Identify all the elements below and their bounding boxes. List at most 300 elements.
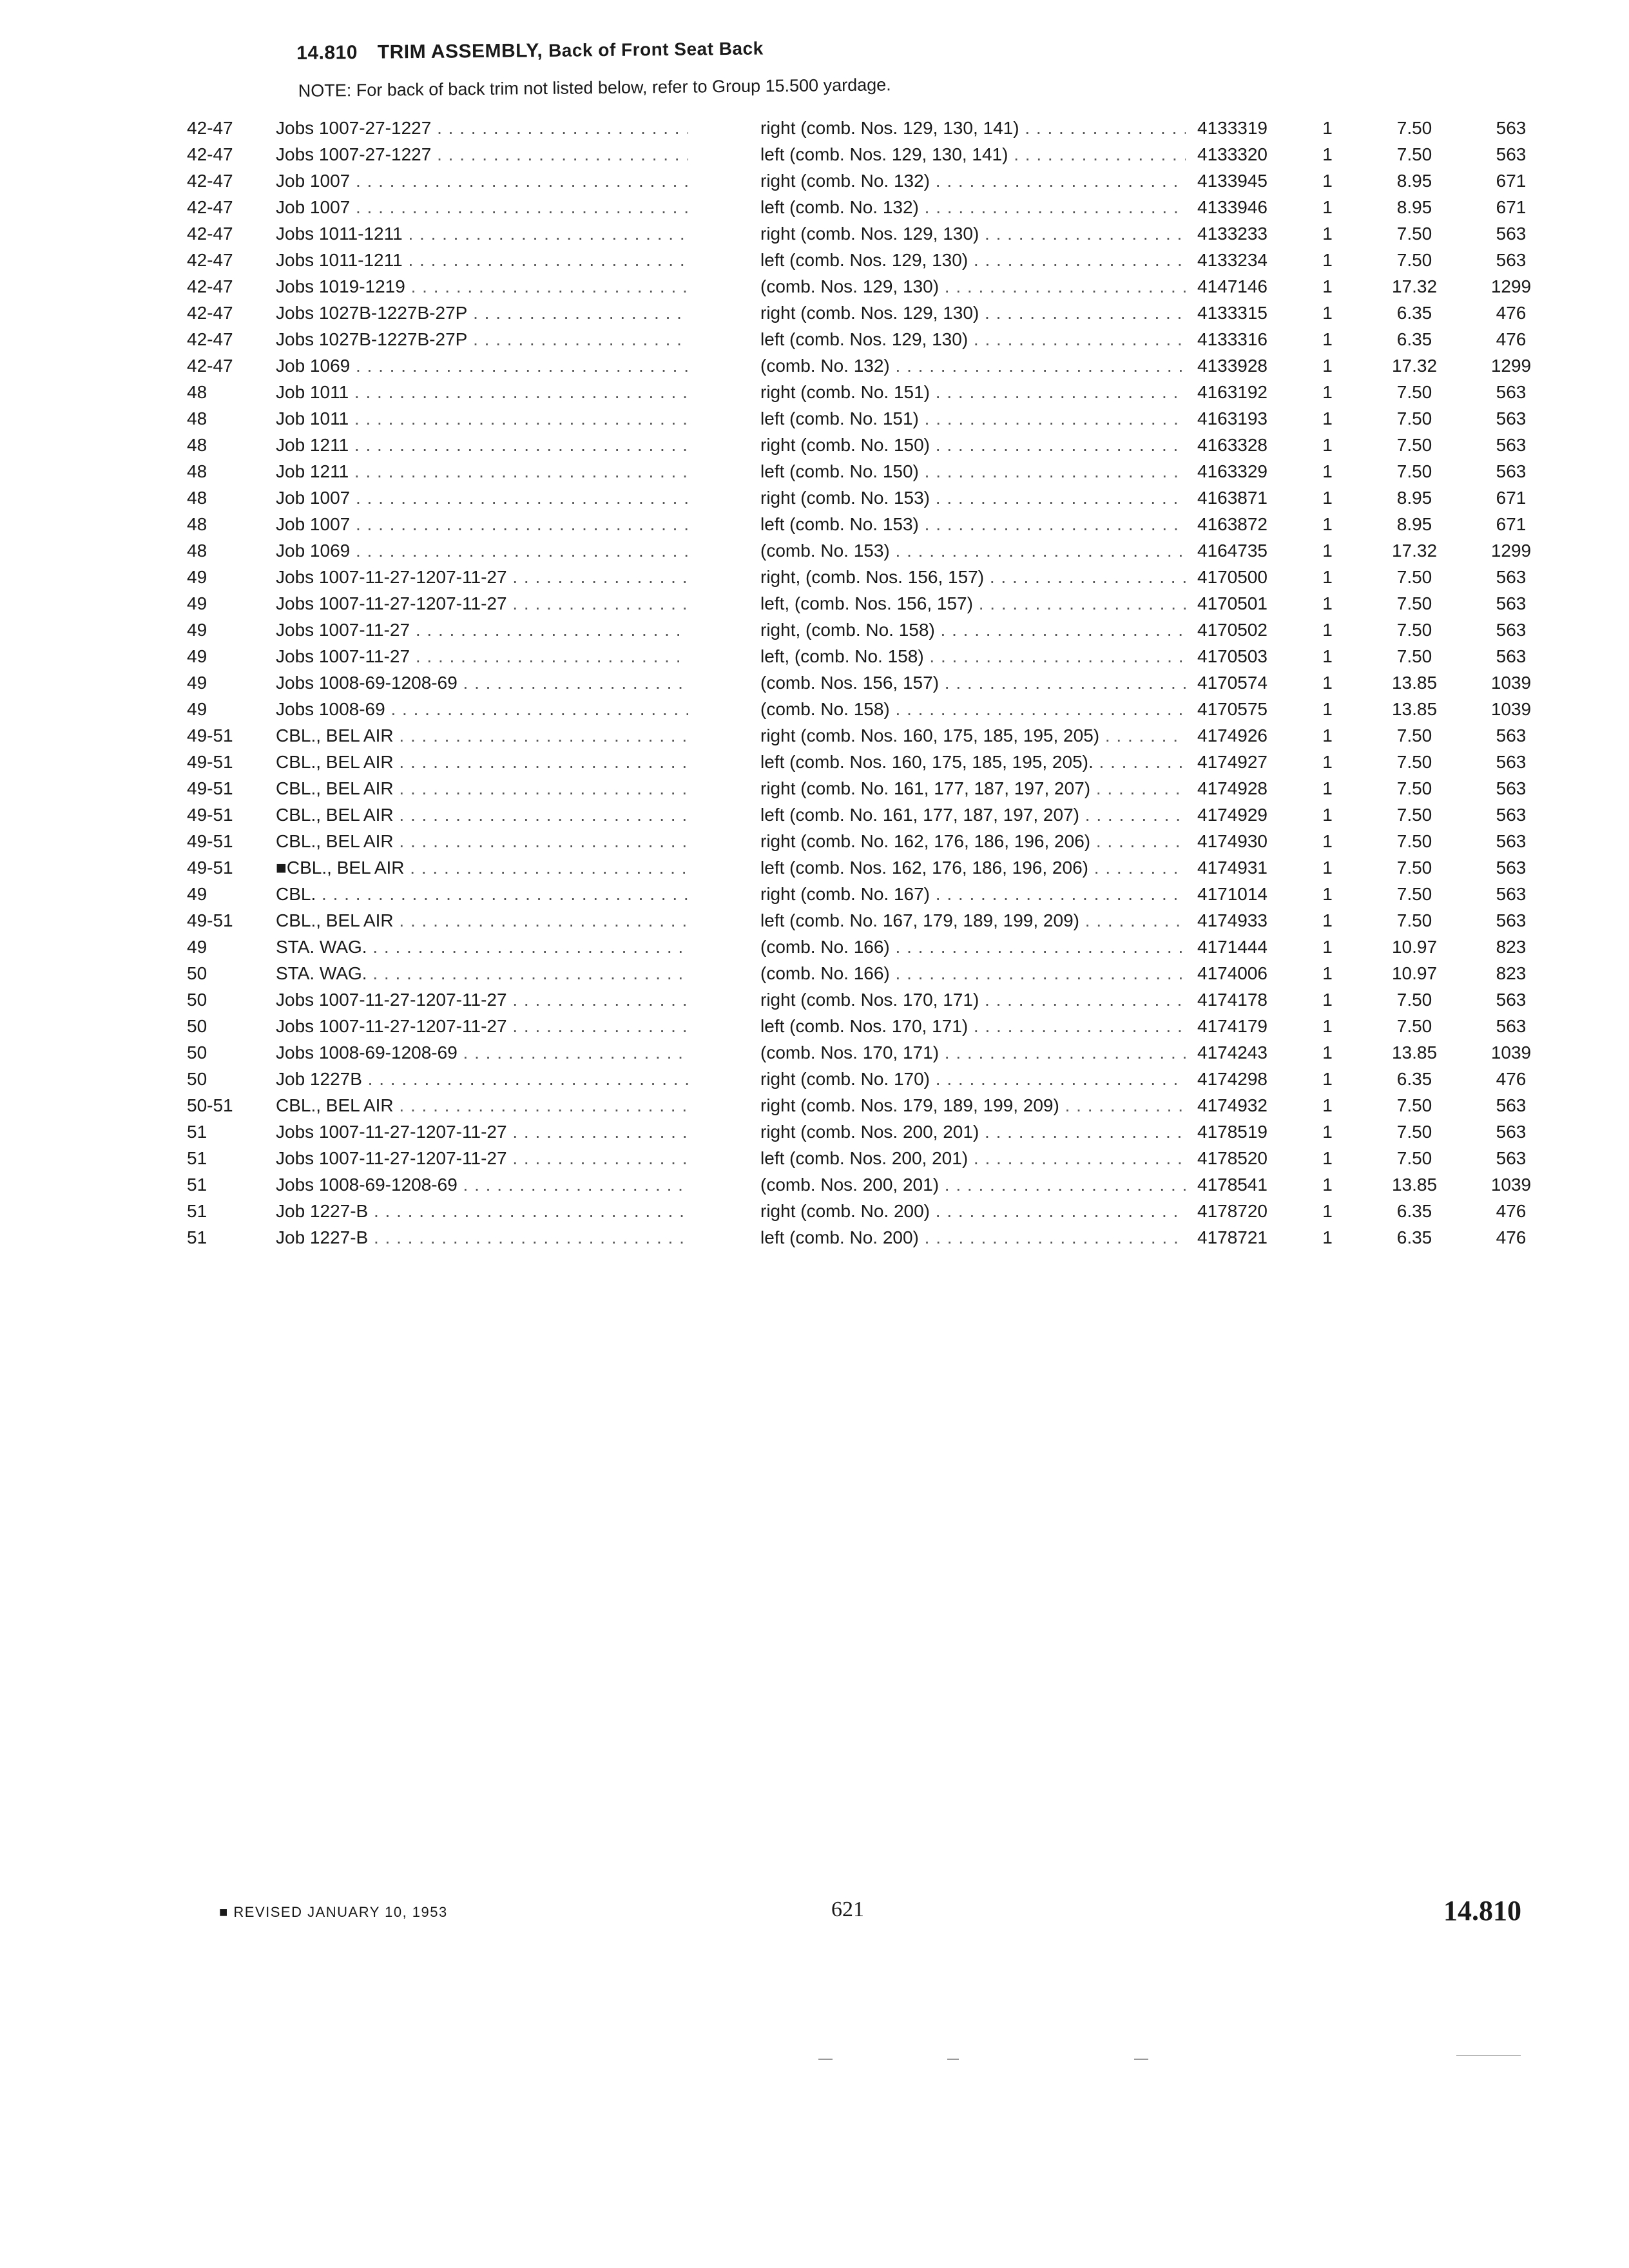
code-cell: 563 [1496, 910, 1527, 930]
part-number-cell: 4133316 [1197, 329, 1268, 349]
quantity-cell: 1 [1322, 1227, 1333, 1247]
table-row [0, 802, 1629, 828]
quantity-cell: 1 [1322, 1016, 1333, 1036]
code-cell: 563 [1496, 726, 1527, 745]
code-cell: 1039 [1490, 699, 1532, 719]
code-cell: 476 [1496, 1227, 1527, 1247]
year-cell: 42-47 [187, 224, 233, 244]
price-cell: 6.35 [1396, 1227, 1432, 1247]
description-cell: left (comb. Nos. 160, 175, 185, 195, 205). . . . [760, 749, 1186, 775]
table-row [0, 1039, 1629, 1066]
quantity-cell: 1 [1322, 461, 1333, 481]
price-cell: 8.95 [1396, 514, 1432, 534]
quantity-cell: 1 [1322, 1175, 1333, 1195]
table-row [0, 617, 1629, 643]
table-row [0, 168, 1629, 194]
quantity-cell: 1 [1322, 144, 1333, 164]
parts-list [0, 115, 1629, 1251]
part-number-cell: 4178721 [1197, 1227, 1268, 1247]
year-cell: 48 [187, 408, 207, 428]
year-cell: 51 [187, 1148, 207, 1168]
table-row [0, 220, 1629, 247]
quantity-cell: 1 [1322, 726, 1333, 745]
table-row [0, 1119, 1629, 1145]
quantity-cell: 1 [1322, 567, 1333, 587]
price-cell: 17.32 [1391, 541, 1438, 561]
model-cell: Jobs 1007-11-27-1207-11-27 . . . [276, 590, 688, 617]
model-cell: Job 1211 . . . [276, 432, 688, 458]
price-cell: 7.50 [1396, 884, 1432, 904]
description-cell: (comb. No. 166) . . . [760, 960, 1186, 986]
year-cell: 49 [187, 567, 207, 587]
price-cell: 13.85 [1391, 699, 1438, 719]
table-row [0, 194, 1629, 220]
description-cell: left (comb. Nos. 170, 171) . . . [760, 1013, 1186, 1039]
year-cell: 49-51 [187, 805, 233, 825]
table-row [0, 696, 1629, 722]
price-cell: 7.50 [1396, 778, 1432, 798]
price-cell: 8.95 [1396, 488, 1432, 508]
description-cell: left, (comb. No. 158) . . . [760, 643, 1186, 669]
year-cell: 50 [187, 990, 207, 1010]
model-cell: CBL., BEL AIR . . . [276, 802, 688, 828]
year-cell: 49 [187, 646, 207, 666]
price-cell: 7.50 [1396, 646, 1432, 666]
code-cell: 563 [1496, 118, 1527, 138]
model-cell: Job 1069 . . . [276, 352, 688, 379]
description-cell: right, (comb. No. 158) . . . [760, 617, 1186, 643]
part-number-cell: 4174932 [1197, 1095, 1268, 1115]
code-cell: 563 [1496, 858, 1527, 878]
description-cell: left (comb. No. 200) . . . [760, 1224, 1186, 1251]
description-cell: right, (comb. Nos. 156, 157) . . . [760, 564, 1186, 590]
description-cell: left (comb. Nos. 129, 130, 141) . . . [760, 141, 1186, 168]
price-cell: 7.50 [1396, 382, 1432, 402]
table-row [0, 643, 1629, 669]
part-number-cell: 4174930 [1197, 831, 1268, 851]
price-cell: 7.50 [1396, 726, 1432, 745]
code-cell: 823 [1496, 937, 1527, 957]
quantity-cell: 1 [1322, 699, 1333, 719]
price-cell: 10.97 [1391, 963, 1438, 983]
code-cell: 671 [1496, 488, 1527, 508]
table-row [0, 881, 1629, 907]
table-row [0, 1224, 1629, 1251]
description-cell: right (comb. No. 153) . . . [760, 485, 1186, 511]
price-cell: 7.50 [1396, 752, 1432, 772]
table-row [0, 247, 1629, 273]
model-cell: Jobs 1007-11-27 . . . [276, 643, 688, 669]
table-row [0, 537, 1629, 564]
model-cell: Jobs 1008-69-1208-69 . . . [276, 1039, 688, 1066]
year-cell: 50 [187, 1043, 207, 1062]
description-cell: right (comb. Nos. 200, 201) . . . [760, 1119, 1186, 1145]
description-cell: right (comb. No. 151) . . . [760, 379, 1186, 405]
table-row [0, 828, 1629, 854]
model-cell: Job 1211 . . . [276, 458, 688, 485]
description-cell: left (comb. Nos. 200, 201) . . . [760, 1145, 1186, 1171]
price-cell: 10.97 [1391, 937, 1438, 957]
code-cell: 671 [1496, 197, 1527, 217]
table-row [0, 1171, 1629, 1198]
code-cell: 563 [1496, 382, 1527, 402]
code-cell: 563 [1496, 1148, 1527, 1168]
quantity-cell: 1 [1322, 408, 1333, 428]
model-cell: Job 1227-B . . . [276, 1198, 688, 1224]
table-row [0, 960, 1629, 986]
part-number-cell: 4174928 [1197, 778, 1268, 798]
model-cell: Jobs 1011-1211 . . . [276, 220, 688, 247]
quantity-cell: 1 [1322, 990, 1333, 1010]
model-cell: CBL., BEL AIR . . . [276, 828, 688, 854]
year-cell: 51 [187, 1227, 207, 1247]
quantity-cell: 1 [1322, 382, 1333, 402]
price-cell: 7.50 [1396, 990, 1432, 1010]
price-cell: 7.50 [1396, 224, 1432, 244]
quantity-cell: 1 [1322, 356, 1333, 376]
code-cell: 476 [1496, 303, 1527, 323]
model-cell: Jobs 1007-11-27-1207-11-27 . . . [276, 986, 688, 1013]
quantity-cell: 1 [1322, 593, 1333, 613]
scan-mark [1456, 2055, 1521, 2056]
table-row [0, 485, 1629, 511]
price-cell: 6.35 [1396, 1069, 1432, 1089]
year-cell: 51 [187, 1201, 207, 1221]
price-cell: 7.50 [1396, 118, 1432, 138]
year-cell: 42-47 [187, 356, 233, 376]
scan-mark [818, 2059, 833, 2060]
year-cell: 49-51 [187, 858, 233, 878]
quantity-cell: 1 [1322, 805, 1333, 825]
year-cell: 48 [187, 461, 207, 481]
part-number-cell: 4174178 [1197, 990, 1268, 1010]
price-cell: 6.35 [1396, 1201, 1432, 1221]
description-cell: right (comb. No. 200) . . . [760, 1198, 1186, 1224]
price-cell: 13.85 [1391, 1043, 1438, 1062]
price-cell: 7.50 [1396, 1016, 1432, 1036]
description-cell: left (comb. Nos. 162, 176, 186, 196, 206) . . . [760, 854, 1186, 881]
quantity-cell: 1 [1322, 1201, 1333, 1221]
part-number-cell: 4174298 [1197, 1069, 1268, 1089]
description-cell: left (comb. No. 161, 177, 187, 197, 207) . . . [760, 802, 1186, 828]
code-cell: 563 [1496, 831, 1527, 851]
part-number-cell: 4163872 [1197, 514, 1268, 534]
part-number-cell: 4174931 [1197, 858, 1268, 878]
price-cell: 7.50 [1396, 144, 1432, 164]
table-row [0, 722, 1629, 749]
description-cell: right (comb. Nos. 170, 171) . . . [760, 986, 1186, 1013]
quantity-cell: 1 [1322, 752, 1333, 772]
table-row [0, 590, 1629, 617]
part-number-cell: 4171014 [1197, 884, 1268, 904]
description-cell: right (comb. Nos. 129, 130) . . . [760, 300, 1186, 326]
year-cell: 49 [187, 673, 207, 693]
quantity-cell: 1 [1322, 910, 1333, 930]
table-row [0, 1198, 1629, 1224]
code-cell: 563 [1496, 752, 1527, 772]
description-cell: (comb. No. 153) . . . [760, 537, 1186, 564]
description-cell: (comb. Nos. 200, 201) . . . [760, 1171, 1186, 1198]
model-cell: CBL., BEL AIR . . . [276, 722, 688, 749]
code-cell: 563 [1496, 435, 1527, 455]
model-cell: CBL., BEL AIR . . . [276, 749, 688, 775]
table-row [0, 273, 1629, 300]
model-cell: Jobs 1008-69 . . . [276, 696, 688, 722]
code-cell: 1299 [1490, 356, 1532, 376]
price-cell: 17.32 [1391, 356, 1438, 376]
code-cell: 1039 [1490, 1175, 1532, 1195]
part-number-cell: 4174933 [1197, 910, 1268, 930]
part-number-cell: 4133946 [1197, 197, 1268, 217]
quantity-cell: 1 [1322, 1043, 1333, 1062]
model-cell: Jobs 1011-1211 . . . [276, 247, 688, 273]
code-cell: 671 [1496, 514, 1527, 534]
price-cell: 7.50 [1396, 1122, 1432, 1142]
subtitle-text: Back of Front Seat Back [548, 38, 764, 61]
code-cell: 563 [1496, 461, 1527, 481]
part-number-cell: 4174927 [1197, 752, 1268, 772]
description-cell: left (comb. No. 132) . . . [760, 194, 1186, 220]
code-cell: 476 [1496, 1069, 1527, 1089]
quantity-cell: 1 [1322, 514, 1333, 534]
quantity-cell: 1 [1322, 303, 1333, 323]
table-row [0, 326, 1629, 352]
part-number-cell: 4163193 [1197, 408, 1268, 428]
table-row [0, 511, 1629, 537]
model-cell: Job 1069 . . . [276, 537, 688, 564]
description-cell: right (comb. Nos. 129, 130, 141) . . . [760, 115, 1186, 141]
quantity-cell: 1 [1322, 963, 1333, 983]
price-cell: 13.85 [1391, 1175, 1438, 1195]
description-cell: right (comb. No. 167) . . . [760, 881, 1186, 907]
year-cell: 49 [187, 884, 207, 904]
scan-mark [1134, 2059, 1148, 2060]
table-row [0, 907, 1629, 934]
description-cell: left (comb. No. 151) . . . [760, 405, 1186, 432]
price-cell: 7.50 [1396, 858, 1432, 878]
quantity-cell: 1 [1322, 250, 1333, 270]
model-cell: Jobs 1007-11-27-1207-11-27 . . . [276, 1013, 688, 1039]
group-number: 14.810 [296, 42, 358, 64]
code-cell: 671 [1496, 171, 1527, 191]
code-cell: 1299 [1490, 541, 1532, 561]
part-number-cell: 4133315 [1197, 303, 1268, 323]
table-row [0, 379, 1629, 405]
part-number-cell: 4133319 [1197, 118, 1268, 138]
code-cell: 563 [1496, 1016, 1527, 1036]
code-cell: 563 [1496, 990, 1527, 1010]
part-number-cell: 4174179 [1197, 1016, 1268, 1036]
price-cell: 13.85 [1391, 673, 1438, 693]
year-cell: 49-51 [187, 910, 233, 930]
quantity-cell: 1 [1322, 1069, 1333, 1089]
model-cell: ■CBL., BEL AIR . . . [276, 854, 688, 881]
table-row [0, 405, 1629, 432]
page-header [296, 30, 1457, 101]
description-cell: left (comb. No. 150) . . . [760, 458, 1186, 485]
description-cell: right (comb. No. 162, 176, 186, 196, 206) . . . [760, 828, 1186, 854]
table-row [0, 300, 1629, 326]
code-cell: 563 [1496, 805, 1527, 825]
quantity-cell: 1 [1322, 1095, 1333, 1115]
description-cell: right (comb. Nos. 129, 130) . . . [760, 220, 1186, 247]
part-number-cell: 4174926 [1197, 726, 1268, 745]
part-number-cell: 4170500 [1197, 567, 1268, 587]
model-cell: Job 1007 . . . [276, 168, 688, 194]
code-cell: 1039 [1490, 673, 1532, 693]
table-row [0, 854, 1629, 881]
model-cell: Job 1007 . . . [276, 485, 688, 511]
price-cell: 7.50 [1396, 620, 1432, 640]
part-number-cell: 4163329 [1197, 461, 1268, 481]
model-cell: Jobs 1027B-1227B-27P . . . [276, 300, 688, 326]
table-row [0, 1092, 1629, 1119]
code-cell: 563 [1496, 593, 1527, 613]
revised-date: ■ REVISED JANUARY 10, 1953 [219, 1904, 448, 1920]
model-cell: STA. WAG. . . . [276, 934, 688, 960]
part-number-cell: 4147146 [1197, 276, 1268, 296]
year-cell: 49 [187, 937, 207, 957]
year-cell: 49 [187, 699, 207, 719]
table-row [0, 1066, 1629, 1092]
model-cell: Jobs 1007-11-27-1207-11-27 . . . [276, 1145, 688, 1171]
year-cell: 48 [187, 488, 207, 508]
year-cell: 50-51 [187, 1095, 233, 1115]
part-number-cell: 4163192 [1197, 382, 1268, 402]
year-cell: 49-51 [187, 831, 233, 851]
quantity-cell: 1 [1322, 488, 1333, 508]
code-cell: 563 [1496, 778, 1527, 798]
code-cell: 563 [1496, 1095, 1527, 1115]
model-cell: Jobs 1007-27-1227 . . . [276, 115, 688, 141]
year-cell: 42-47 [187, 303, 233, 323]
year-cell: 49-51 [187, 726, 233, 745]
year-cell: 48 [187, 435, 207, 455]
table-row [0, 352, 1629, 379]
part-number-cell: 4170503 [1197, 646, 1268, 666]
section-title [296, 30, 1456, 64]
part-number-cell: 4133928 [1197, 356, 1268, 376]
model-cell: CBL., BEL AIR . . . [276, 775, 688, 802]
price-cell: 7.50 [1396, 1148, 1432, 1168]
part-number-cell: 4164735 [1197, 541, 1268, 561]
note-text: NOTE: For back of back trim not listed below, refer to Group 15.500 yardage. [298, 75, 891, 101]
description-cell: left (comb. No. 153) . . . [760, 511, 1186, 537]
model-cell: Job 1227B . . . [276, 1066, 688, 1092]
quantity-cell: 1 [1322, 831, 1333, 851]
description-cell: (comb. No. 132) . . . [760, 352, 1186, 379]
model-cell: CBL., BEL AIR . . . [276, 1092, 688, 1119]
description-cell: (comb. Nos. 170, 171) . . . [760, 1039, 1186, 1066]
code-cell: 563 [1496, 1122, 1527, 1142]
year-cell: 49 [187, 593, 207, 613]
price-cell: 7.50 [1396, 567, 1432, 587]
quantity-cell: 1 [1322, 646, 1333, 666]
year-cell: 42-47 [187, 118, 233, 138]
code-cell: 563 [1496, 408, 1527, 428]
year-cell: 49-51 [187, 778, 233, 798]
part-number-cell: 4133233 [1197, 224, 1268, 244]
year-cell: 42-47 [187, 171, 233, 191]
description-cell: left (comb. No. 167, 179, 189, 199, 209) . . . [760, 907, 1186, 934]
table-row [0, 986, 1629, 1013]
price-cell: 7.50 [1396, 408, 1432, 428]
model-cell: Job 1011 . . . [276, 405, 688, 432]
table-row [0, 458, 1629, 485]
part-number-cell: 4171444 [1197, 937, 1268, 957]
table-row [0, 1013, 1629, 1039]
title-text: TRIM ASSEMBLY, [377, 39, 543, 63]
code-cell: 563 [1496, 620, 1527, 640]
description-cell: right (comb. No. 150) . . . [760, 432, 1186, 458]
table-row [0, 749, 1629, 775]
quantity-cell: 1 [1322, 541, 1333, 561]
year-cell: 42-47 [187, 250, 233, 270]
year-cell: 50 [187, 1016, 207, 1036]
year-cell: 42-47 [187, 276, 233, 296]
price-cell: 7.50 [1396, 805, 1432, 825]
model-cell: Jobs 1007-11-27 . . . [276, 617, 688, 643]
model-cell: Jobs 1027B-1227B-27P . . . [276, 326, 688, 352]
part-number-cell: 4170501 [1197, 593, 1268, 613]
code-cell: 563 [1496, 884, 1527, 904]
code-cell: 1299 [1490, 276, 1532, 296]
description-cell: left (comb. Nos. 129, 130) . . . [760, 247, 1186, 273]
price-cell: 7.50 [1396, 910, 1432, 930]
description-cell: (comb. Nos. 129, 130) . . . [760, 273, 1186, 300]
price-cell: 6.35 [1396, 303, 1432, 323]
year-cell: 51 [187, 1175, 207, 1195]
price-cell: 17.32 [1391, 276, 1438, 296]
part-number-cell: 4170502 [1197, 620, 1268, 640]
quantity-cell: 1 [1322, 171, 1333, 191]
model-cell: Job 1007 . . . [276, 511, 688, 537]
price-cell: 8.95 [1396, 171, 1432, 191]
quantity-cell: 1 [1322, 937, 1333, 957]
description-cell: right (comb. No. 132) . . . [760, 168, 1186, 194]
table-row [0, 432, 1629, 458]
part-number-cell: 4178720 [1197, 1201, 1268, 1221]
model-cell: CBL., BEL AIR . . . [276, 907, 688, 934]
code-cell: 563 [1496, 567, 1527, 587]
code-cell: 563 [1496, 224, 1527, 244]
model-cell: Jobs 1008-69-1208-69 . . . [276, 1171, 688, 1198]
price-cell: 7.50 [1396, 593, 1432, 613]
description-cell: (comb. No. 158) . . . [760, 696, 1186, 722]
description-cell: (comb. Nos. 156, 157) . . . [760, 669, 1186, 696]
model-cell: Jobs 1019-1219 . . . [276, 273, 688, 300]
quantity-cell: 1 [1322, 118, 1333, 138]
table-row [0, 115, 1629, 141]
quantity-cell: 1 [1322, 435, 1333, 455]
quantity-cell: 1 [1322, 884, 1333, 904]
price-cell: 6.35 [1396, 329, 1432, 349]
price-cell: 7.50 [1396, 461, 1432, 481]
scan-mark [947, 2059, 959, 2060]
part-number-cell: 4174243 [1197, 1043, 1268, 1062]
year-cell: 48 [187, 514, 207, 534]
part-number-cell: 4133234 [1197, 250, 1268, 270]
quantity-cell: 1 [1322, 224, 1333, 244]
year-cell: 50 [187, 1069, 207, 1089]
model-cell: Job 1007 . . . [276, 194, 688, 220]
model-cell: Job 1227-B . . . [276, 1224, 688, 1251]
price-cell: 7.50 [1396, 831, 1432, 851]
table-row [0, 564, 1629, 590]
code-cell: 476 [1496, 1201, 1527, 1221]
year-cell: 49-51 [187, 752, 233, 772]
part-number-cell: 4178520 [1197, 1148, 1268, 1168]
